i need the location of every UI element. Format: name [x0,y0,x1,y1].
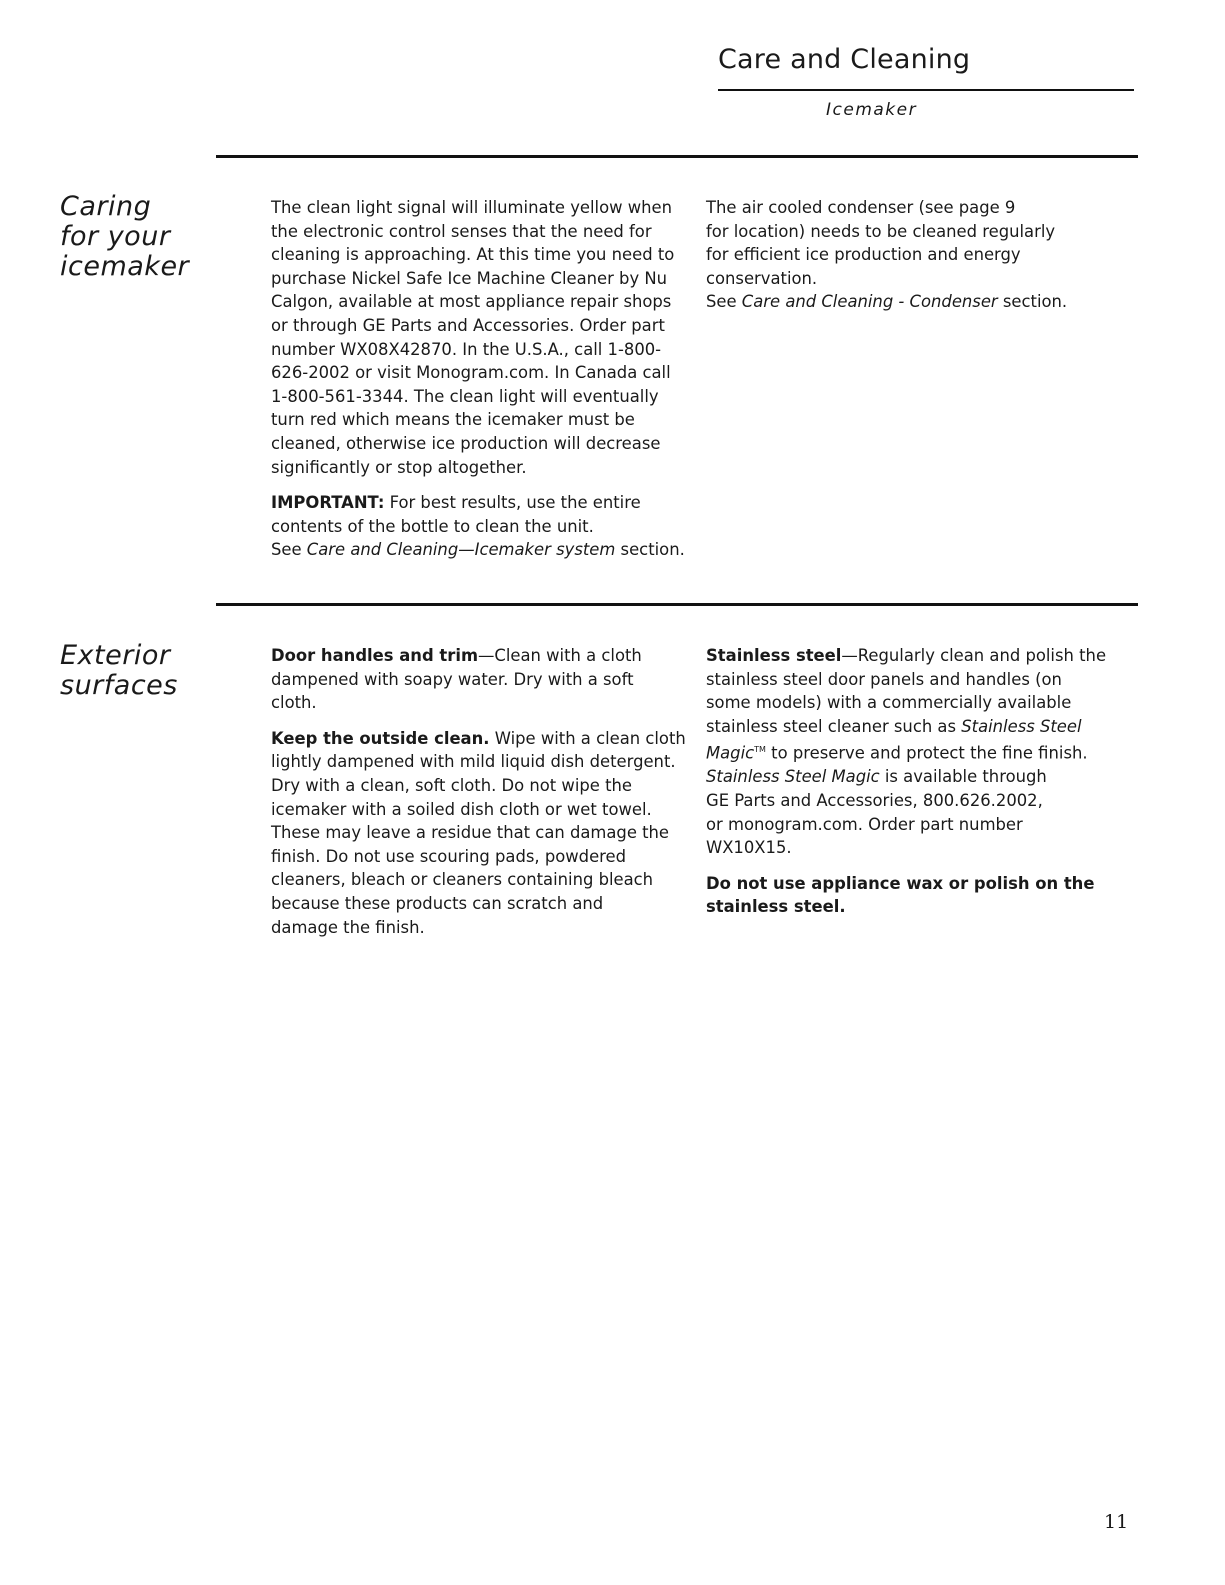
page-subsection-title: Icemaker [826,100,918,120]
trademark-symbol: TM [754,745,766,755]
section-title-exterior: Exterior surfaces [60,640,178,701]
clean-light-paragraph: The clean light signal will illuminate yellow when the electronic control senses that the need for cleaning is approaching. At this time you need to purchase Nickel Safe Ice Machine Cleaner by Nu Calgon, available at most appliance repair shops or through GE Parts and Accessories. Order part number WX08X42870. In the U.S.A., call 1-800- 626-2002 or visit Monogram.com. In Canada call 1-800-561-3344. The clean light will eventually turn red which means the icemaker must be cleaned, otherwise ice production will decrease significantly or stop altogether. [271,198,675,477]
page-section-title: Care and Cleaning [718,44,971,75]
page-number: 11 [1104,1511,1129,1533]
see-reference-condenser: See Care and Cleaning - Condenser section. [706,292,1068,312]
section-divider-exterior [216,603,1138,606]
outside-clean-paragraph: Keep the outside clean. Wipe with a clean cloth lightly dampened with mild liquid dish detergent. Dry with a clean, soft cloth. Do not wipe the icemaker with a soiled dish cloth or wet towel. These may leave a residue that can damage the finish. Do not use scouring pads, powdered cleaners, bleach or cleaners containing bleach because these products can scratch and damage the finish. [271,728,686,937]
important-label: IMPORTANT: [271,493,385,513]
section-title-caring: Caring for your icemaker [60,191,190,282]
stainless-steel-label: Stainless steel [706,646,842,665]
exterior-right-column [706,644,1131,931]
header-divider [718,89,1134,91]
caring-right-column [706,196,1131,326]
exterior-left-column [271,644,696,951]
wax-warning: Do not use appliance wax or polish on the stainless steel. [706,873,1095,917]
important-paragraph: IMPORTANT: For best results, use the entire contents of the bottle to clean the unit. See Care and Cleaning—Icemaker system section. [271,491,696,562]
stainless-steel-paragraph: Stainless steel—Regularly clean and polish the stainless steel door panels and handles (on some models) with a commercially available stainless steel cleaner such as Stainless Steel Magic™ to preserve and protect the fine finish. Stainless Steel Magic is available through GE Parts and Accessories, 800.626.2002, or monogram.com. Order part number WX10X15. [706,646,1107,858]
door-handles-paragraph: Door handles and trim—Clean with a cloth dampened with soapy water. Dry with a soft cloth. [271,646,642,713]
outside-clean-label: Keep the outside clean. [271,728,490,748]
see-reference-icemaker: See Care and Cleaning—Icemaker system section. [271,540,685,560]
caring-left-column [271,196,696,574]
section-divider-caring [216,155,1138,158]
condenser-paragraph: The air cooled condenser (see page 9 for location) needs to be cleaned regularly for efficient ice production and energy conservation. See Care and Cleaning - Condenser section. [706,196,1131,314]
door-handles-label: Door handles and trim [271,646,479,665]
